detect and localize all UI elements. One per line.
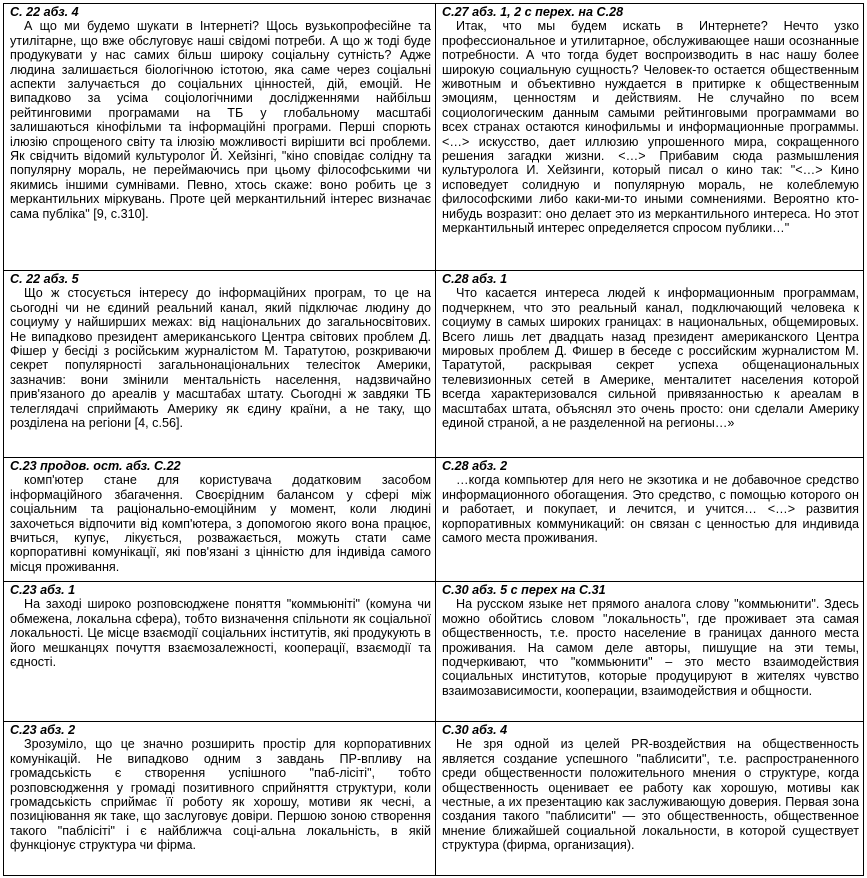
cell-text: На заході широко розповсюджене поняття "коммьюніті" (комуна чи обмежена, локальна сфера), тобто визначення спільноти як соціальної локальності. Це місце взаємодії соціальних інститутів, які продукують в його мешканцях почуття взаємозалежності, кооперації, взаємодії та єдності. — [10, 597, 431, 670]
cell-text: Що ж стосується інтересу до інформаційних програм, то це на сьогодні чи не єдиний реальний канал, який підключає людину до социуму у найширших межах: від національних до загальносвітових. Не випадково президент американського Центра світових проблем Д. Фішер у бесіді з російським журналістом М. Таратутою, розкриваючи секрет популярності загальнонаціональних телесіток Америки, зазначив: вони змінили ментальність населення, надзвичайно прив'язаного до ареалів у масштабах штату. Сьогодні ж завдяки ТБ телеглядачі сприймають Америку як єдину країни, а не таку, що розділена на регіони [4, с.56]. — [10, 286, 431, 431]
cell-russian — [436, 722, 864, 876]
table-row — [4, 271, 864, 458]
cell-text: Зрозуміло, що це значно розширить простір для корпоративних комунікацій. Не випадково одним з завдань ПР-впливу на громадськість є створення успішного "паб-лісіті", тобто розповсюдження у громаді позитивного сприйняття структури, коли громадськість сприймає її роботу як хорошу, мотиви як чесні, а позиціювання як таке, що заслуговує довіри. Першою зоною створення такого "паблісіті" і є найближча соці-альна локальність, в якій функціонує структура чи фірма. — [10, 737, 431, 853]
cell-header: С.23 абз. 1 — [10, 583, 76, 597]
cell-text: А що ми будемо шукати в Інтернеті? Щось вузькопрофесійне та утилітарне, що вже обслуговує наші свідомі потреби. А що ж тоді буде продукувати у нас самих більш широку соціальну сутність? Адже людина залишається біологічною істотою, яка саме через соціальні аспекти залучається до соціальних цінностей, дій, емоцій. Не випадково за усіма соціологічними дослідженнями найбільш рейтинговими програмами на ТБ у глобальному масштабі залишаються кінофільми та інформаційні програми. Перші спорють ілюзію спрощеного світу та ілюзію можливості вирішити всі проблеми. Як свідчить відомий культуролог Й. Хейзінгі, "кіно сповідає солідну та популярну мораль, не переймаючись при цьому філософськими чи якимись іншими сумнівами. Певно, хтось скаже: воно робить це з меркантильних міркувань. Проте цей меркантильний інтерес визначає сама публіка" [9, с.310]. — [10, 19, 431, 221]
cell-header: С.30 абз. 5 с перех на С.31 — [442, 583, 606, 597]
cell-header: С.23 продов. ост. абз. С.22 — [10, 459, 181, 473]
cell-header: С.30 абз. 4 — [442, 723, 508, 737]
cell-header: С.28 абз. 1 — [442, 272, 508, 286]
cell-russian — [436, 271, 864, 458]
cell-russian — [436, 4, 864, 271]
cell-ukrainian — [4, 4, 436, 271]
cell-header: С.28 абз. 2 — [442, 459, 508, 473]
cell-header: С. 22 абз. 5 — [10, 272, 79, 286]
cell-header: С.23 абз. 2 — [10, 723, 76, 737]
cell-header: С.27 абз. 1, 2 с перех. на С.28 — [442, 5, 624, 19]
cell-text: …когда компьютер для него не экзотика и не добавочное средство информационного обогащения. Это средство, с помощью которого он и работает, и покупает, и лечится, и учится… <…> развития корпоративных коммуникаций: он связан с ценностью для индивида самого места проживания. — [442, 473, 859, 546]
table-row — [4, 582, 864, 722]
cell-ukrainian — [4, 722, 436, 876]
table-row — [4, 4, 864, 271]
cell-russian — [436, 582, 864, 722]
cell-text: Что касается интереса людей к информационным программам, подчеркнем, что это реальный канал, подключающий человека к социуму в самых широких границах: в национальных, общемировых. Всего лишь лет двадцать назад президент американского Центра мировых проблем Д. Фишер в беседе с российским журналистом М. Таратутой, раскрывая секрет успеха общенациональных телевизионных сетей в Америке, менталитет населения которой всегда характеризовался сильной привязанностью к ареалам в масштабах штата, объяснял это очень просто: они сделали Америку единой страной, а не разделенной на регионы…» — [442, 286, 859, 431]
table-row — [4, 458, 864, 582]
comparison-table — [3, 3, 864, 876]
cell-text: Не зря одной из целей PR-воздействия на общественность является создание успешного "паблисити", т.е. распространенного среди общественности положительного мнения о структуре, когда общественность оценивает ее работу как хорошую, мотивы как честные, а их презентацию как заслуживающую доверия. Первая зона создания такого "паблисити" — это общественность, общественное мнение ближайшей социальной локальности, в которой существует структура (фирма, организация). — [442, 737, 859, 853]
table-row — [4, 722, 864, 876]
cell-text: комп'ютер стане для користувача додатковим засобом інформаційного збагачення. Своєрідним балансом у сфері між соціальним та раціонально-емоційним у момент, коли людині захочеться відпочити від комп'ютера, з допомогою якого вона працює, вчиться, купує, лікується, розважається, можуть стати саме корпоративні комунікації, які пов'язані з цінністю для індивіда самого місця проживання. — [10, 473, 431, 574]
cell-ukrainian — [4, 582, 436, 722]
cell-russian — [436, 458, 864, 582]
cell-header: С. 22 абз. 4 — [10, 5, 79, 19]
cell-text: Итак, что мы будем искать в Интернете? Нечто узко профессиональное и утилитарное, обслуживающее наши осознанные потребности. А что тогда будет воспроизводить в нас нашу более широкую социальную сущность? Человек-то остается общественным животным и объективно нуждается в притирке к общественным эмоциям, ценностям и действиям. Не случайно по всем социологическим данным самыми рейтинговыми программами во всех странах остаются кинофильмы и информационные программы. <…> искусство, дает иллюзию упрошенного мира, сокращенного решения загадки жизни. <…> Прибавим сюда размышления культуролога И. Хейзинги, который писал о кино так: "<…> Кино исповедует солидную и популярную мораль, не колеблемую философскими либо каки-ми-то иными сомнениями. Вероятно кто-нибудь возразит: оно делает это из меркантильного интереса. Но этот меркантильный интерес определяется спросом публики…" — [442, 19, 859, 236]
cell-ukrainian — [4, 458, 436, 582]
cell-ukrainian — [4, 271, 436, 458]
cell-text: На русском языке нет прямого аналога слову "коммьюнити". Здесь можно обойтись словом "локальность", где проживает эта самая общественность, т.е. просто население в границах данного места проживания. На самом деле авторы, пишущие на эти темы, подчеркивают, что "коммьюнити" – это место взаимодействия социальных институтов, которые продуцируют в жителях чувство взаимозависимости, кооперации, взаимодействия и общности. — [442, 597, 859, 698]
